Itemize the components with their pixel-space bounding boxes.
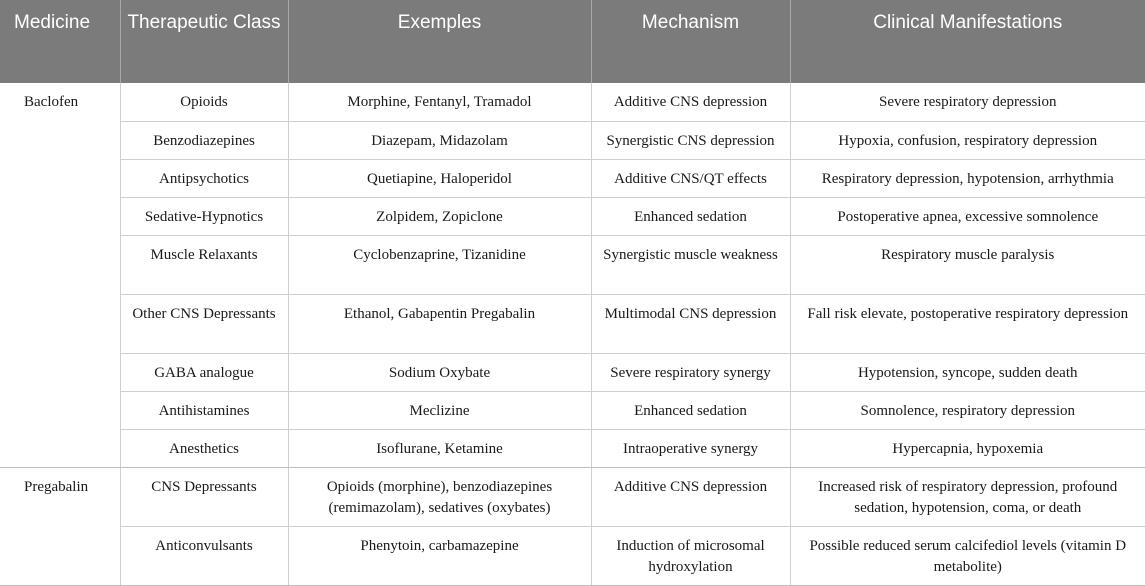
class-cell: CNS Depressants	[120, 467, 288, 526]
manifestations-cell: Hypoxia, confusion, respiratory depression	[790, 121, 1145, 159]
header-examples: Exemples	[288, 0, 591, 83]
manifestations-cell: Respiratory depression, hypotension, arrhythmia	[790, 159, 1145, 197]
table-row	[0, 526, 1145, 585]
table-row	[0, 83, 1145, 121]
header-row	[0, 0, 1145, 83]
table-row	[0, 159, 1145, 197]
mechanism-cell: Additive CNS depression	[591, 83, 790, 121]
mechanism-cell: Synergistic muscle weakness	[591, 235, 790, 294]
header-clinical-manifestations: Clinical Manifestations	[790, 0, 1145, 83]
examples-cell: Phenytoin, carbamazepine	[288, 526, 591, 585]
manifestations-cell: Possible reduced serum calcifediol levels (vitamin D metabolite)	[790, 526, 1145, 585]
header-medicine: Medicine	[0, 0, 120, 83]
class-cell: Sedative-Hypnotics	[120, 197, 288, 235]
mechanism-cell: Additive CNS/QT effects	[591, 159, 790, 197]
header-therapeutic-class: Therapeutic Class	[120, 0, 288, 83]
manifestations-cell: Somnolence, respiratory depression	[790, 391, 1145, 429]
examples-cell: Sodium Oxybate	[288, 353, 591, 391]
class-cell: Anticonvulsants	[120, 526, 288, 585]
mechanism-cell: Intraoperative synergy	[591, 429, 790, 467]
examples-cell: Isoflurane, Ketamine	[288, 429, 591, 467]
table-row	[0, 391, 1145, 429]
medicine-cell: Pregabalin	[0, 467, 120, 585]
class-cell: Muscle Relaxants	[120, 235, 288, 294]
examples-cell: Zolpidem, Zopiclone	[288, 197, 591, 235]
examples-cell: Ethanol, Gabapentin Pregabalin	[288, 294, 591, 353]
mechanism-cell: Synergistic CNS depression	[591, 121, 790, 159]
examples-cell: Opioids (morphine), benzodiazepines (remimazolam), sedatives (oxybates)	[288, 467, 591, 526]
mechanism-cell: Additive CNS depression	[591, 467, 790, 526]
mechanism-cell: Severe respiratory synergy	[591, 353, 790, 391]
examples-cell: Quetiapine, Haloperidol	[288, 159, 591, 197]
manifestations-cell: Respiratory muscle paralysis	[790, 235, 1145, 294]
mechanism-cell: Enhanced sedation	[591, 391, 790, 429]
class-cell: Antipsychotics	[120, 159, 288, 197]
table-row	[0, 121, 1145, 159]
table-row	[0, 429, 1145, 467]
class-cell: Other CNS Depressants	[120, 294, 288, 353]
class-cell: Anesthetics	[120, 429, 288, 467]
class-cell: Antihistamines	[120, 391, 288, 429]
manifestations-cell: Hypotension, syncope, sudden death	[790, 353, 1145, 391]
manifestations-cell: Severe respiratory depression	[790, 83, 1145, 121]
mechanism-cell: Induction of microsomal hydroxylation	[591, 526, 790, 585]
mechanism-cell: Enhanced sedation	[591, 197, 790, 235]
table-row	[0, 467, 1145, 526]
class-cell: Benzodiazepines	[120, 121, 288, 159]
examples-cell: Meclizine	[288, 391, 591, 429]
manifestations-cell: Postoperative apnea, excessive somnolence	[790, 197, 1145, 235]
manifestations-cell: Fall risk elevate, postoperative respiratory depression	[790, 294, 1145, 353]
class-cell: GABA analogue	[120, 353, 288, 391]
mechanism-cell: Multimodal CNS depression	[591, 294, 790, 353]
manifestations-cell: Increased risk of respiratory depression, profound sedation, hypotension, coma, or death	[790, 467, 1145, 526]
examples-cell: Cyclobenzaprine, Tizanidine	[288, 235, 591, 294]
medicine-cell: Baclofen	[0, 83, 120, 467]
examples-cell: Morphine, Fentanyl, Tramadol	[288, 83, 591, 121]
examples-cell: Diazepam, Midazolam	[288, 121, 591, 159]
table-row	[0, 294, 1145, 353]
table-row	[0, 197, 1145, 235]
table-row	[0, 353, 1145, 391]
table-row	[0, 235, 1145, 294]
manifestations-cell: Hypercapnia, hypoxemia	[790, 429, 1145, 467]
class-cell: Opioids	[120, 83, 288, 121]
header-mechanism: Mechanism	[591, 0, 790, 83]
